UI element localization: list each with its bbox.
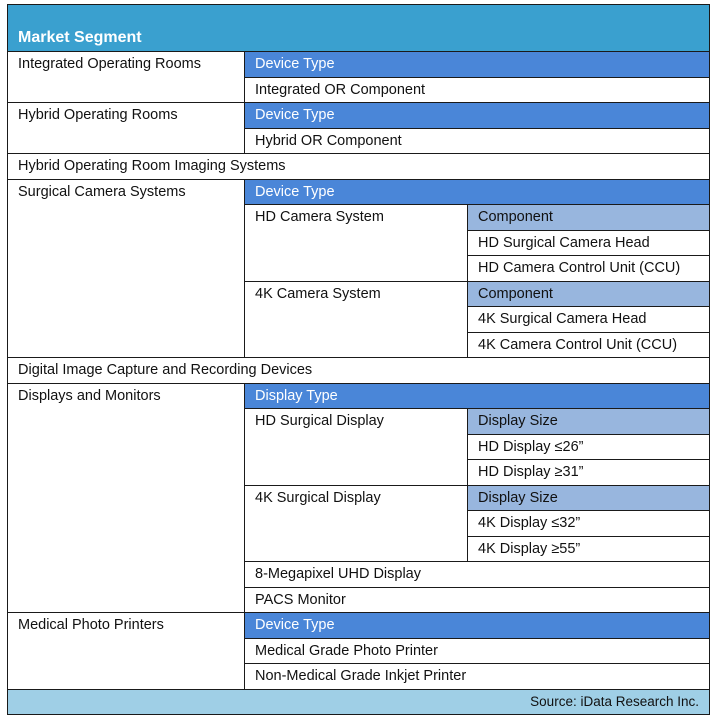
header-row — [8, 5, 710, 52]
device-type-header: Device Type — [245, 103, 710, 129]
display-size-header: Display Size — [468, 409, 710, 435]
8mp-uhd-display: 8-Megapixel UHD Display — [245, 562, 710, 588]
4k-camera-system: 4K Camera System — [245, 281, 468, 358]
table-row — [8, 383, 710, 409]
source-note: Source: iData Research Inc. — [8, 689, 710, 714]
hd-display-size-large: HD Display ≥31” — [468, 460, 710, 486]
segment-displays-monitors: Displays and Monitors — [8, 383, 245, 613]
hd-camera-system: HD Camera System — [245, 205, 468, 282]
footer-row — [8, 689, 710, 714]
device-type-header: Device Type — [245, 179, 710, 205]
4k-camera-ccu: 4K Camera Control Unit (CCU) — [468, 332, 710, 358]
4k-display-size-small: 4K Display ≤32” — [468, 511, 710, 537]
segment-image-capture: Digital Image Capture and Recording Devices — [8, 358, 710, 384]
market-segment-table — [7, 4, 710, 715]
segment-hybrid-imaging: Hybrid Operating Room Imaging Systems — [8, 154, 710, 180]
table-row — [8, 179, 710, 205]
table-row — [8, 613, 710, 639]
4k-surgical-display: 4K Surgical Display — [245, 485, 468, 562]
segment-camera-systems: Surgical Camera Systems — [8, 179, 245, 358]
table-row — [8, 154, 710, 180]
table-row — [8, 358, 710, 384]
display-type-header: Display Type — [245, 383, 710, 409]
device-type-header: Device Type — [245, 613, 710, 639]
table-row — [8, 52, 710, 78]
table-title: Market Segment — [8, 5, 710, 52]
hybrid-or-component: Hybrid OR Component — [245, 128, 710, 154]
component-header: Component — [468, 205, 710, 231]
hd-display-size-small: HD Display ≤26” — [468, 434, 710, 460]
segment-integrated-or: Integrated Operating Rooms — [8, 52, 245, 103]
hd-surgical-display: HD Surgical Display — [245, 409, 468, 486]
display-size-header: Display Size — [468, 485, 710, 511]
pacs-monitor: PACS Monitor — [245, 587, 710, 613]
4k-camera-head: 4K Surgical Camera Head — [468, 307, 710, 333]
hd-camera-head: HD Surgical Camera Head — [468, 230, 710, 256]
segment-hybrid-or: Hybrid Operating Rooms — [8, 103, 245, 154]
4k-display-size-large: 4K Display ≥55” — [468, 536, 710, 562]
segment-photo-printers: Medical Photo Printers — [8, 613, 245, 690]
component-header: Component — [468, 281, 710, 307]
hd-camera-ccu: HD Camera Control Unit (CCU) — [468, 256, 710, 282]
device-type-header: Device Type — [245, 52, 710, 78]
table-row — [8, 103, 710, 129]
integrated-or-component: Integrated OR Component — [245, 77, 710, 103]
medical-grade-printer: Medical Grade Photo Printer — [245, 638, 710, 664]
inkjet-printer: Non-Medical Grade Inkjet Printer — [245, 664, 710, 690]
